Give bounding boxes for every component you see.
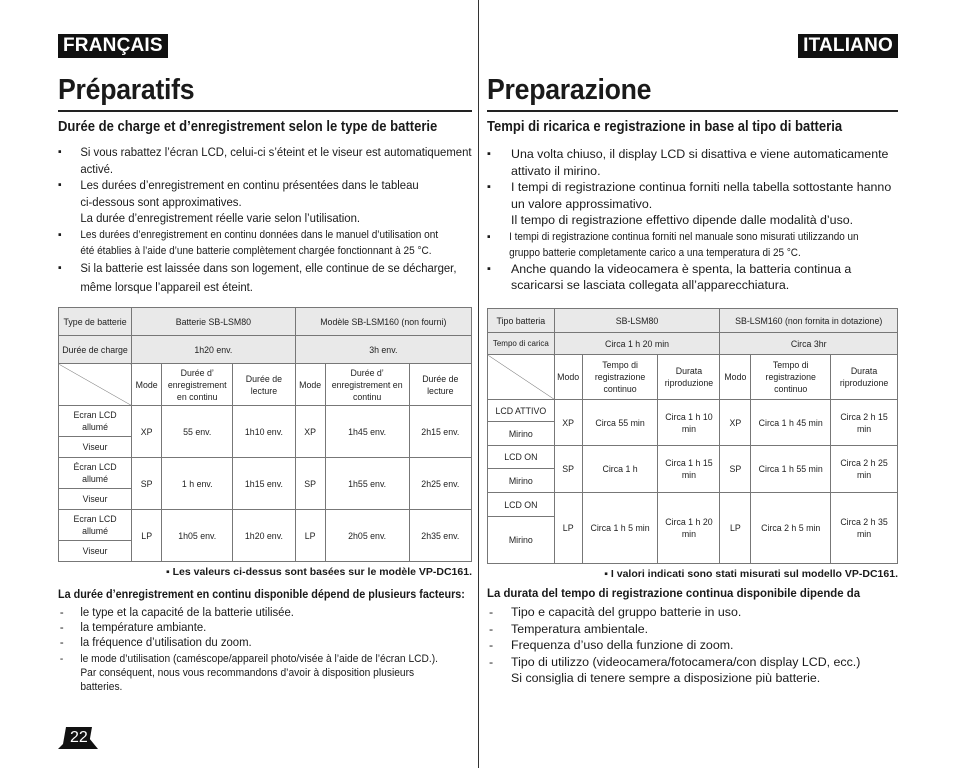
table-cell: LCD ON xyxy=(488,493,555,517)
table-cell: XP xyxy=(295,406,325,458)
table-cell: 1h20 env. xyxy=(233,510,295,562)
page-number: 22 xyxy=(70,729,88,746)
table-cell: Ecran LCD allumé xyxy=(59,406,132,437)
table-header-cell: Type de batterie xyxy=(59,308,132,336)
table-cell: 1h55 env. xyxy=(325,458,409,510)
table-cell: Viseur xyxy=(59,489,132,510)
list-item: - la température ambiante. xyxy=(58,620,496,635)
table-cell: 3h env. xyxy=(295,336,471,364)
table-cell: Mirino xyxy=(488,469,555,493)
table-cell: Circa 1 h 55 min xyxy=(751,446,831,493)
table-cell: Circa 1 h 45 min xyxy=(751,400,831,446)
table-header-cell: Mode xyxy=(132,364,162,406)
bullet-item: ▪ Les durées d’enregistrement en continu données dans le manuel d’utilisation ont été établies à l’aide d’une batterie complètement chargée fonctionnant à 25 °C. xyxy=(58,227,496,259)
title-rule xyxy=(487,110,898,112)
table-cell: LCD ON xyxy=(488,446,555,469)
table-cell: 1h10 env. xyxy=(233,406,295,458)
factors-title-fr: La durée d’enregistrement en continu disponible dépend de plusieurs facteurs: xyxy=(58,587,465,601)
table-cell: Ecran LCD allumé xyxy=(59,510,132,541)
table-header-cell: SB-LSM160 (non fornita in dotazione) xyxy=(720,309,898,333)
table-header-cell: Tempo di registrazione continuo xyxy=(751,355,831,400)
table-cell: SP xyxy=(295,458,325,510)
table-cell: Circa 1 h 10 min xyxy=(658,400,720,446)
list-item: - Frequenza d’uso della funzione di zoom. xyxy=(487,637,898,654)
table-cell: SP xyxy=(132,458,162,510)
table-cell: 2h05 env. xyxy=(325,510,409,562)
table-header-cell: Mode xyxy=(295,364,325,406)
table-cell: Circa 1 h 20 min xyxy=(658,493,720,564)
table-footnote-fr: ▪ Les valeurs ci-dessus sont basées sur le modèle VP-DC161. xyxy=(165,566,472,578)
table-cell: Mirino xyxy=(488,422,555,446)
factors-list-fr xyxy=(58,605,472,694)
section-subtitle-it: Tempi di ricarica e registrazione in base al tipo di batteria xyxy=(487,119,843,135)
diagonal-cell xyxy=(59,364,132,406)
list-item: - Temperatura ambientale. xyxy=(487,621,898,638)
table-cell: Viseur xyxy=(59,437,132,458)
bullet-item: ▪ Les durées d’enregistrement en continu présentées dans le tableau ci-dessous sont approximatives. La durée d’enregistrement réelle varie selon l’utilisation. xyxy=(58,177,496,227)
table-cell: 1h20 env. xyxy=(132,336,295,364)
table-cell: 1h05 env. xyxy=(162,510,233,562)
table-header-cell: Modo xyxy=(720,355,751,400)
table-cell: 2h35 env. xyxy=(409,510,471,562)
bullet-item: ▪ Si vous rabattez l’écran LCD, celui-ci s’éteint et le viseur est automatiquement activé. xyxy=(58,144,496,177)
table-row xyxy=(59,510,472,541)
table-header-cell: Modo xyxy=(554,355,582,400)
table-cell: Viseur xyxy=(59,541,132,562)
title-rule xyxy=(58,110,472,112)
table-cell: 1h45 env. xyxy=(325,406,409,458)
language-badge-fr: FRANÇAIS xyxy=(58,34,168,58)
table-cell: Circa 1 h 5 min xyxy=(582,493,658,564)
battery-table-fr xyxy=(58,307,472,562)
page-number-badge xyxy=(58,727,106,749)
table-cell: Circa 1 h xyxy=(582,446,658,493)
table-cell: 2h25 env. xyxy=(409,458,471,510)
table-row xyxy=(59,458,472,489)
table-footnote-it: ▪ I valori indicati sono stati misurati sul modello VP-DC161. xyxy=(604,568,898,580)
table-header-cell: Tipo batteria xyxy=(488,309,555,333)
language-badge-it: ITALIANO xyxy=(798,34,898,58)
table-cell: XP xyxy=(132,406,162,458)
table-header-cell: Tempo di carica xyxy=(488,333,555,355)
table-cell: Circa 2 h 35 min xyxy=(831,493,898,564)
diagonal-cell xyxy=(488,355,555,400)
table-header-cell: Durée d’ enregistrement en continu xyxy=(325,364,409,406)
list-item: - Tipo e capacità del gruppo batterie in uso. xyxy=(487,604,898,621)
bullet-item: ▪ Anche quando la videocamera è spenta, la batteria continua a scaricarsi se lasciata collegata all’apparecchiatura. xyxy=(487,261,898,294)
bullet-list-fr xyxy=(58,144,472,297)
factors-list-it xyxy=(487,604,898,687)
table-cell: LP xyxy=(554,493,582,564)
table-cell: Mirino xyxy=(488,517,555,564)
list-item: - Tipo di utilizzo (videocamera/fotocamera/con display LCD, ecc.) Si consiglia di tenere sempre a disposizione più batterie. xyxy=(487,654,898,687)
table-cell: Circa 55 min xyxy=(582,400,658,446)
page-title-it: Preparazione xyxy=(487,74,652,106)
table-cell: 2h15 env. xyxy=(409,406,471,458)
table-cell: SP xyxy=(720,446,751,493)
bullet-list-it xyxy=(487,146,898,294)
section-subtitle-fr: Durée de charge et d’enregistrement selon le type de batterie xyxy=(58,119,438,135)
list-item: - le mode d’utilisation (caméscope/appareil photo/visée à l’aide de l’écran LCD.). Par conséquent, nous vous recommandons d’avoir à disposition plusieurs batteries. xyxy=(58,652,496,694)
table-header-cell: SB-LSM80 xyxy=(554,309,720,333)
table-header-cell: Durata riproduzione xyxy=(658,355,720,400)
table-row xyxy=(488,446,898,469)
table-cell: LP xyxy=(720,493,751,564)
table-header-cell: Modèle SB-LSM160 (non fourni) xyxy=(295,308,471,336)
table-cell: Circa 1 h 20 min xyxy=(554,333,720,355)
table-cell: Circa 2 h 25 min xyxy=(831,446,898,493)
table-cell: Circa 1 h 15 min xyxy=(658,446,720,493)
list-item: - la fréquence d’utilisation du zoom. xyxy=(58,635,496,650)
bullet-item: ▪ I tempi di registrazione continua forniti nella tabella sottostante hanno un valore approssimativo. Il tempo di registrazione effettivo dipende dalle modalità d’uso. xyxy=(487,179,898,229)
table-cell: XP xyxy=(720,400,751,446)
bullet-item: ▪ I tempi di registrazione continua forniti nel manuale sono misurati utilizzando un gruppo batterie completamente carico a una temperatura di 25 °C. xyxy=(487,229,921,261)
table-cell: SP xyxy=(554,446,582,493)
table-header-cell: Durée d’ enregistrement en continu xyxy=(162,364,233,406)
bullet-item: ▪ Si la batterie est laissée dans son logement, elle continue de se décharger, même lorsque l’appareil est éteint. xyxy=(58,259,496,297)
bullet-item: ▪ Una volta chiuso, il display LCD si disattiva e viene automaticamente attivato il mirino. xyxy=(487,146,898,179)
table-row xyxy=(59,406,472,437)
table-cell: 1h15 env. xyxy=(233,458,295,510)
table-cell: Circa 3hr xyxy=(720,333,898,355)
table-cell: LP xyxy=(295,510,325,562)
battery-table-it xyxy=(487,308,898,564)
table-header-cell: Durée de lecture xyxy=(409,364,471,406)
factors-title-it: La durata del tempo di registrazione continua disponibile dipende da xyxy=(487,586,861,600)
table-header-cell: Durée de charge xyxy=(59,336,132,364)
table-cell: Écran LCD allumé xyxy=(59,458,132,489)
table-cell: XP xyxy=(554,400,582,446)
table-cell: LP xyxy=(132,510,162,562)
table-header-cell: Durata riproduzione xyxy=(831,355,898,400)
table-row xyxy=(488,400,898,422)
list-item: - le type et la capacité de la batterie utilisée. xyxy=(58,605,496,620)
table-cell: LCD ATTIVO xyxy=(488,400,555,422)
table-header-cell: Durée de lecture xyxy=(233,364,295,406)
table-cell: Circa 2 h 15 min xyxy=(831,400,898,446)
table-header-cell: Batterie SB-LSM80 xyxy=(132,308,295,336)
table-header-cell: Tempo di registrazione continuo xyxy=(582,355,658,400)
table-row xyxy=(488,493,898,517)
table-cell: 1 h env. xyxy=(162,458,233,510)
page-title-fr: Préparatifs xyxy=(58,74,195,106)
table-cell: 55 env. xyxy=(162,406,233,458)
table-cell: Circa 2 h 5 min xyxy=(751,493,831,564)
